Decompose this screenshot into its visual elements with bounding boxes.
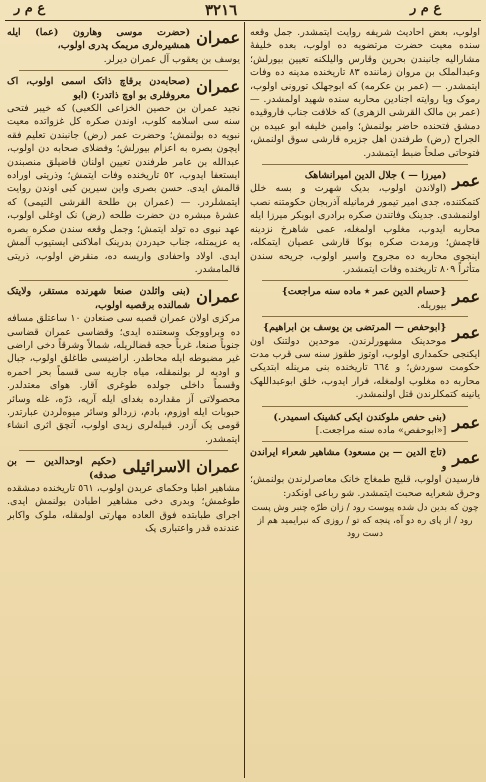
entry-headword: عمر: [452, 448, 480, 468]
entry-subtitle: (حضرت موسی وهارون (عما) ایله همشیره‌لری مریمک پدری اولوب،: [7, 27, 191, 52]
entry-divider: [262, 164, 468, 165]
quatrain: چون که بدین دل شده پیوست رود / زان طرّه چنبر وش پست رود / از پای ره دو آه، پنجه که تو / روزی که نبرایمید هم از دست رود: [251, 503, 479, 539]
entry-text: یوسف بن یعقوب آل عمران دیرلر.: [103, 53, 240, 65]
entry-headword: عمر: [452, 171, 480, 191]
entry-text: (اولاندن اولوب، بدیک شهرت و بسه خلل کتمکتنده، جدی امیر تیمور فرمانیله آذربجان حکومتنه نصب اولنمشدی. جدینک وفاتندن صکره برادری ابوبکر میرزا ایله محاربه ایدوب، مغلوب اولمغله، عمی شاهرخ نزدینه قاچمش؛ ورمدت صکره بوکا قارشی عصیان ایتمکله، اینجوی محاربه ده مجروح واسیر اولوب، جریحه سندن متأثراً ٨٠٩ تاریخنده وفات ایتمشدر.: [250, 183, 480, 275]
right-column: [250, 26, 480, 778]
entry-divider: [19, 280, 228, 281]
entry-headword: عمر: [452, 287, 480, 307]
entry-imran-israili: [7, 455, 240, 535]
entry-subtitle: (تاج الدین — بن مسعود) مشاهیر شعراء ایراندن و: [250, 447, 447, 472]
entry-subtitle: (حکیم اوحدالدین — بن صدقه): [7, 456, 117, 481]
entry-omar-husameddin: [250, 285, 480, 312]
entry-continued: [250, 26, 480, 160]
entry-headword: عمران: [196, 287, 240, 307]
entry-text: [«ابوحفص» ماده سنه مراجعت.]: [315, 424, 447, 436]
entry-text: بیوریله.: [417, 299, 447, 311]
page-number: ٣٢١٦: [205, 1, 238, 19]
column-divider: [244, 22, 245, 778]
entry-imran-companions: [7, 75, 240, 276]
entry-headword: عمر: [452, 323, 480, 343]
entry-subtitle: (بنی واثلدن صنعا شهرنده مستقر، ولایتک شمالنده برقصبه اولوب،: [7, 286, 191, 311]
entry-omar-abuhafs: [250, 321, 480, 401]
entry-text: اولوب، بعض احادیث شریفه روایت ایتمشدر. جمل وقعه سنده معیت حضرت مرتضویه ده اولوب، بعده خلیفهٔ مشارالیه جانبندن بحرین وقارس والیلکنه تعیین بیورلش؛ وعبدالملک بن مروان زماننده ٨٣ تاریخنده مدینه ده وفات ایتمشدر. — (عمر بن عکرمه) که ابوجهلک تورونی اولوب، رموک ویا روایته اجنادین محاربه سنده شهید اولمشدر. — (عمر بن مالک القرشی الزهری) که خلافت جناب فاروقیده دمشق فتحنده حاضر بولنمش؛ وامین خلیفه ابو عبیده بن الجراح (رض) طرفندن اهل جزیره قارشی سوق اولنمش، فتوحاتی صلحاً ضبط ایتمشدر.: [250, 27, 480, 159]
entry-imran-father: [7, 26, 240, 66]
header-right-letters: ع م ر: [410, 1, 442, 16]
entry-headword: عمران الاسرائیلی: [122, 457, 240, 477]
entry-text: موحدینک مشهورلرندن. موحدین دولتنک اون ایکنجی حکمداری اولوب، اوتوز طقوز سنه سی قرب مدت حکومت سوردش؛ و ٦٦٤ تاریخنده بنی مرینله ابتدیکی محاربه ده مغلوب اولمغله، فرار ایدوب، خلق ابوعبداللهک یانینه کتمکلرندن قتل اولنمشدر.: [250, 335, 480, 401]
entry-headword: عمر: [452, 412, 480, 432]
entry-subtitle: {ابوحفص — المرتضی بن یوسف بن ابراهیم}: [262, 322, 447, 334]
entry-imran-town: [7, 285, 240, 446]
entry-text: مشاهیر اطبا وحکمای عربدن اولوب، ٥٦١ تاریخنده دمشقده طوغمش؛ وبدری دخی مشاهیر اطبادن بولنمش ایدی. اجرای طبابتده فوق العاده مهارتی اولمقله، ملوک واکابر عندنده قدر واعتباری پک: [7, 483, 240, 535]
entry-headword: عمران: [196, 77, 240, 97]
entry-divider: [262, 316, 468, 317]
entry-omar-tajeddin: [250, 446, 480, 541]
left-column: [7, 26, 240, 778]
entry-divider: [262, 280, 468, 281]
entry-subtitle: (میرزا — ) جلال الدین امیرانشاهک: [304, 170, 447, 182]
entry-subtitle: (صحابه‌دن برقاچ ذاتک اسمی اولوب، اک معروفلری بو اوچ ذاتدر:) (ابو: [7, 76, 191, 101]
running-header: [0, 0, 486, 20]
header-rule: [5, 20, 481, 21]
entry-divider: [262, 406, 468, 407]
entry-text: مرکزی اولان عمران قصبه سی صنعادن ١٠ ساعتلق مسافه ده وبراووجک وسعتنده ایدی؛ وقضاسی عمران قضاسی جنوباً صنعا، غرباً حجه قضالریله، شمالاً وشرقاً دخی اراضی غیر مضبوطه ایله محاطدر. اراضیسی طاغلق اولوب، جبال و اودیه لر بولنمقله، میاه جاریه سی قسماً بحر احمره وقسماً داخلی جولده طوغری آقار. هوای معتدلدر. محصولاتی آز مقدارده بغدای ایله آرپه، ذرّه، غله وسائر حبوبات ایله اوزوم، بادم، زردالو وسائر میوه‌لردن عبارتدر. قومی یک آزدر. قبیله‌لری زیدی اولوب، آتچق اثری انشاء ایتمشدر.: [7, 313, 240, 445]
entry-omar-mirza: [250, 169, 480, 276]
entry-divider: [262, 441, 468, 442]
entry-omar-banihafs: [250, 411, 480, 438]
entry-text: نجید عمران بن حصین الخزاعی الکعبی) که خیبر فتحی سنه سی اسلامه کلوب، اوندن صکره کل غزواتده معیت نبویه ده بولنمش؛ وحضرت عمر (رض) جانبندن تعلیم فقه ایچون بصره به اعزام بیورلش؛ وفضلای صحابه دن اولوب، عبدالله بن عامر طرفندن تعیین اولنان قاضیلق منصبندن ایستعفا ایدوب، ٥٢ تاریخنده وفات ایتمش؛ وذریتی اوراده قالمش ایدی. حسن بصری واین سیرین کبی اوندن روایت ایتمشلردر. — (عمران بن طلحة القرشی التیمی) که عشرهٔ مبشره دن حضرت طلحه (رض) نک اوغلی اولوب، عهد نبوی ده تولد ایتمش؛ وجمل وقعه سندن صکره بصره یه عزیمتله، جناب حیدردن بدرینک املاکنی ایستیوب آلمش ایدی. اولاد واحفادی واریسه ده، منقرض اولوب، ذریتی قالمامشدر.: [7, 103, 240, 275]
entry-divider: [19, 450, 228, 451]
entry-subtitle: (بنی حفص ملوکندن ایکی کشینک اسمیدر.): [273, 411, 447, 423]
entry-divider: [19, 70, 228, 71]
entry-text: فارسیدن اولوب، قلیج طمغاج خانک معاصرلرندن بولنمش؛ وحرق شعرایه صحبت ایتمشدر. شو رباعی اونکدر:: [250, 474, 480, 499]
entry-headword: عمران: [196, 28, 240, 47]
header-left-letters: ع م ر: [14, 1, 46, 16]
entry-subtitle: {حسام الدین عمر ٭ ماده سنه مراجعت}: [281, 286, 447, 298]
